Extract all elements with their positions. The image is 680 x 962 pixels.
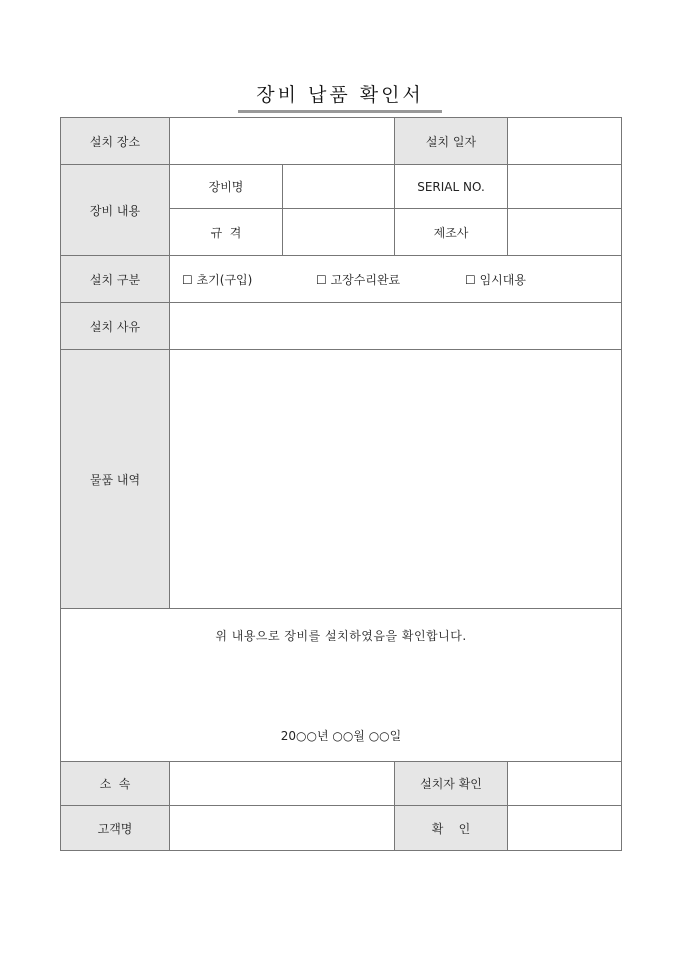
affiliation-label: 소 속 (61, 762, 170, 806)
row-install-reason (61, 303, 622, 350)
install-reason-label: 설치 사유 (61, 303, 170, 350)
title-wrap (0, 80, 680, 113)
checkbox-repair-completed[interactable]: ☐ 고장수리완료 (316, 272, 401, 287)
install-type-options (170, 256, 622, 303)
row-install-type (61, 256, 622, 303)
row-install-location (61, 118, 622, 165)
row-customer (61, 806, 622, 851)
spec-field[interactable] (283, 209, 395, 256)
confirmation-cell (61, 609, 622, 762)
customer-name-field[interactable] (170, 806, 395, 851)
row-confirmation (61, 609, 622, 762)
equipment-name-field[interactable] (283, 165, 395, 209)
serial-no-label: SERIAL NO. (395, 165, 508, 209)
serial-no-field[interactable] (508, 165, 622, 209)
spec-label: 규 격 (170, 209, 283, 256)
delivery-confirmation-form (60, 117, 622, 851)
equipment-name-label: 장비명 (170, 165, 283, 209)
affiliation-field[interactable] (170, 762, 395, 806)
install-date-label: 설치 일자 (395, 118, 508, 165)
installer-confirm-field[interactable] (508, 762, 622, 806)
date-text: 20○○년 ○○월 ○○일 (280, 729, 402, 743)
confirm-signature-field[interactable] (508, 806, 622, 851)
customer-name-label: 고객명 (61, 806, 170, 851)
confirm-label: 확 인 (395, 806, 508, 851)
document-title: 장비 납품 확인서 (238, 80, 442, 113)
item-list-field[interactable] (170, 350, 622, 609)
install-reason-field[interactable] (170, 303, 622, 350)
install-date-field[interactable] (508, 118, 622, 165)
install-type-label: 설치 구분 (61, 256, 170, 303)
row-item-list (61, 350, 622, 609)
row-affiliation (61, 762, 622, 806)
confirmation-text: 위 내용으로 장비를 설치하였음을 확인합니다. (215, 629, 467, 643)
install-location-field[interactable] (170, 118, 395, 165)
checkbox-initial-purchase[interactable]: ☐ 초기(구입) (182, 272, 253, 287)
checkbox-temporary-replacement[interactable]: ☐ 임시대용 (465, 272, 526, 287)
item-list-label: 물품 내역 (61, 350, 170, 609)
manufacturer-field[interactable] (508, 209, 622, 256)
installer-confirm-label: 설치자 확인 (395, 762, 508, 806)
install-location-label: 설치 장소 (61, 118, 170, 165)
manufacturer-label: 제조사 (395, 209, 508, 256)
equipment-details-label: 장비 내용 (61, 165, 170, 256)
row-equipment-name (61, 165, 622, 209)
